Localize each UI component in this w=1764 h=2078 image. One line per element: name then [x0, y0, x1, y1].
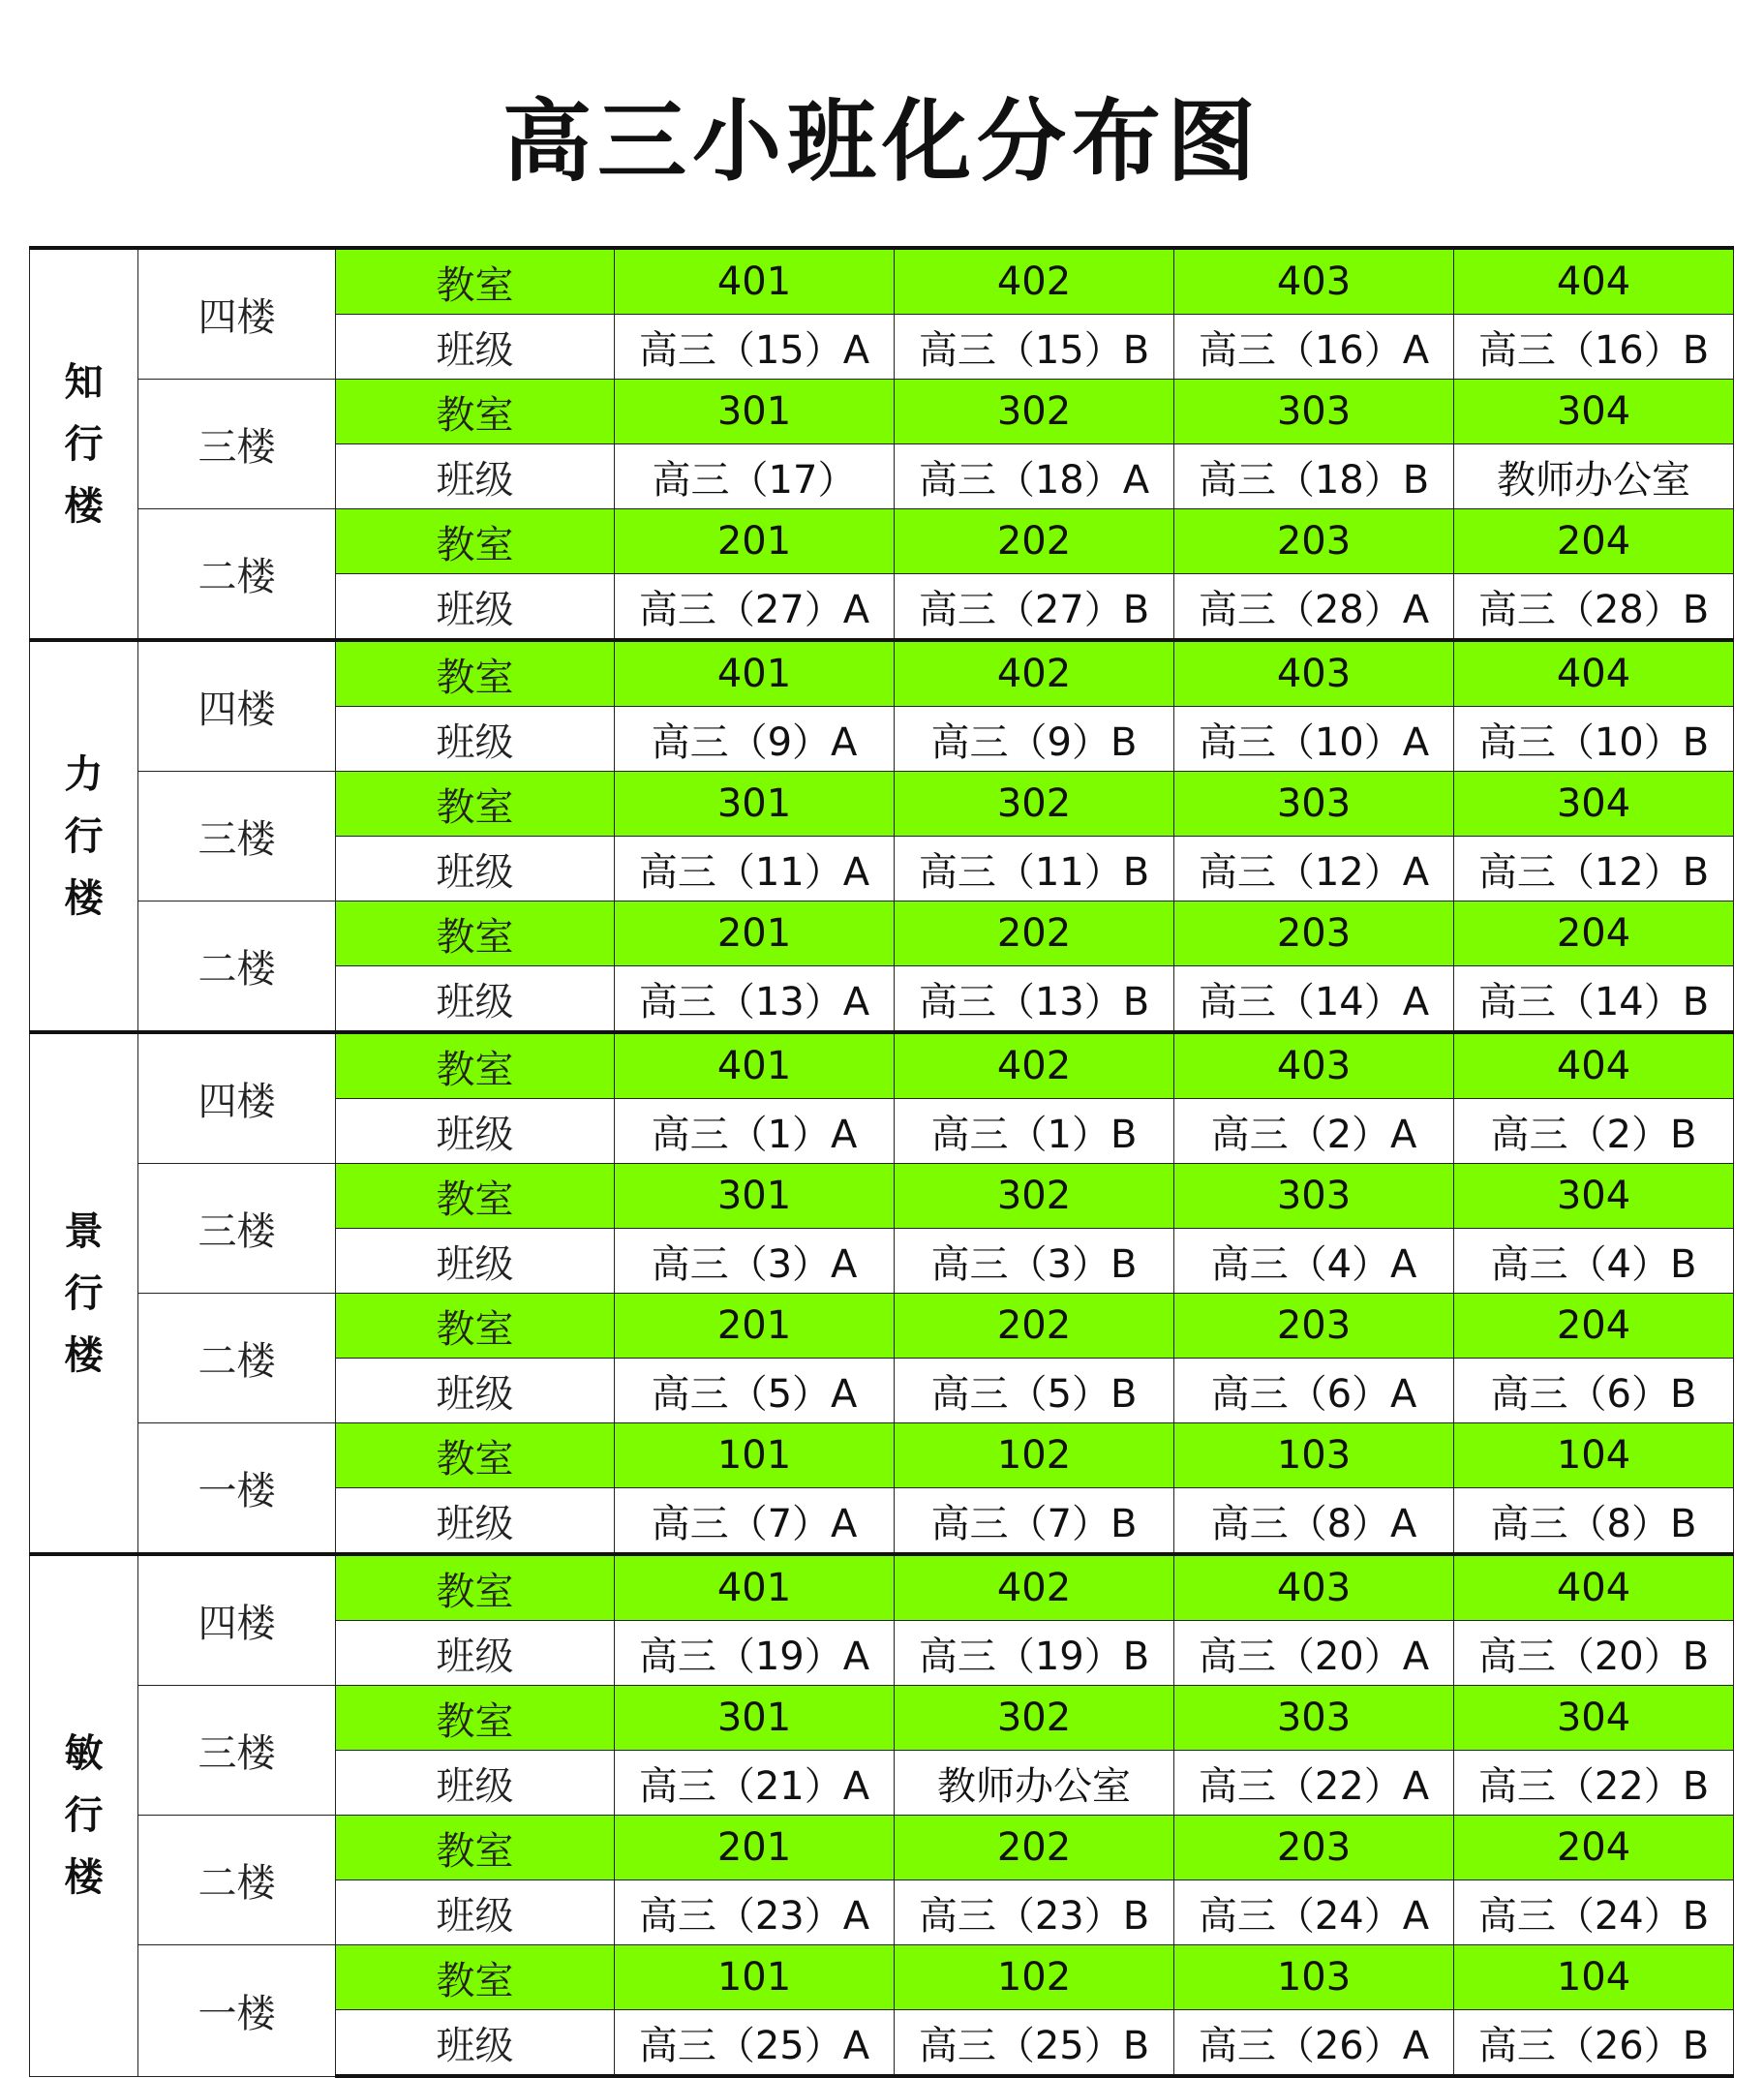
class-name-cell: 高三（5）B: [895, 1359, 1174, 1423]
room-row: [30, 1294, 1734, 1359]
room-number-cell: 402: [895, 1554, 1174, 1621]
room-number-cell: 303: [1174, 1686, 1454, 1751]
room-row: [30, 772, 1734, 837]
room-number-cell: 103: [1174, 1423, 1454, 1488]
room-number-cell: 303: [1174, 380, 1454, 444]
class-name-cell: 高三（3）B: [895, 1229, 1174, 1294]
building-name: [30, 1032, 138, 1554]
room-number-cell: 401: [615, 1032, 895, 1099]
class-name-cell: 教师办公室: [895, 1751, 1174, 1816]
room-number-cell: 401: [615, 1554, 895, 1621]
class-name-cell: 高三（28）B: [1454, 574, 1734, 641]
page-title: 高三小班化分布图: [502, 89, 1262, 194]
room-label: 教室: [336, 380, 615, 444]
floor-name: 二楼: [138, 901, 336, 1033]
class-name-cell: 高三（10）B: [1454, 707, 1734, 772]
building-name-char: 行: [64, 421, 104, 467]
room-label: 教室: [336, 1686, 615, 1751]
room-number-cell: 104: [1454, 1945, 1734, 2010]
class-name-cell: 高三（2）B: [1454, 1099, 1734, 1164]
class-name-cell: 高三（12）B: [1454, 837, 1734, 901]
room-label: 教室: [336, 1816, 615, 1880]
class-name-cell: 高三（14）B: [1454, 966, 1734, 1033]
class-name-cell: 高三（9）B: [895, 707, 1174, 772]
class-name-cell: 高三（9）A: [615, 707, 895, 772]
room-number-cell: 202: [895, 1294, 1174, 1359]
floor-name: 四楼: [138, 1032, 336, 1164]
class-name-cell: 高三（8）A: [1174, 1488, 1454, 1555]
class-name-cell: 高三（24）A: [1174, 1880, 1454, 1945]
class-name-cell: 高三（17）: [615, 444, 895, 509]
room-number-cell: 304: [1454, 1686, 1734, 1751]
room-label: 教室: [336, 901, 615, 966]
room-number-cell: 401: [615, 248, 895, 315]
class-name-cell: 高三（11）A: [615, 837, 895, 901]
class-name-cell: 高三（18）A: [895, 444, 1174, 509]
building-name: [30, 1554, 138, 2076]
room-number-cell: 402: [895, 248, 1174, 315]
room-number-cell: 201: [615, 1816, 895, 1880]
class-name-cell: 高三（24）B: [1454, 1880, 1734, 1945]
class-name-cell: 高三（2）A: [1174, 1099, 1454, 1164]
room-number-cell: 302: [895, 1164, 1174, 1229]
room-number-cell: 302: [895, 772, 1174, 837]
floor-name: 三楼: [138, 772, 336, 901]
class-name-cell: 高三（15）B: [895, 315, 1174, 380]
building-name: [30, 640, 138, 1032]
building-name: [30, 248, 138, 640]
class-name-cell: 高三（4）A: [1174, 1229, 1454, 1294]
building-name-char: 知: [64, 359, 104, 405]
class-name-cell: 高三（4）B: [1454, 1229, 1734, 1294]
room-number-cell: 204: [1454, 1294, 1734, 1359]
room-row: [30, 640, 1734, 707]
class-label: 班级: [336, 966, 615, 1033]
class-name-cell: 高三（15）A: [615, 315, 895, 380]
class-name-cell: 高三（19）A: [615, 1621, 895, 1686]
room-number-cell: 203: [1174, 901, 1454, 966]
building-name-char: 楼: [64, 875, 104, 921]
room-label: 教室: [336, 1554, 615, 1621]
building-name-char: 力: [64, 751, 104, 797]
room-number-cell: 404: [1454, 1032, 1734, 1099]
class-label: 班级: [336, 1099, 615, 1164]
floor-name: 三楼: [138, 380, 336, 509]
building-name-char: 景: [64, 1208, 104, 1254]
room-number-cell: 402: [895, 640, 1174, 707]
room-number-cell: 202: [895, 1816, 1174, 1880]
room-row: [30, 1686, 1734, 1751]
class-name-cell: 高三（6）A: [1174, 1359, 1454, 1423]
room-number-cell: 403: [1174, 248, 1454, 315]
room-number-cell: 301: [615, 772, 895, 837]
room-label: 教室: [336, 772, 615, 837]
building-name-char: 楼: [64, 1855, 104, 1901]
class-name-cell: 高三（7）B: [895, 1488, 1174, 1555]
class-name-cell: 高三（28）A: [1174, 574, 1454, 641]
class-name-cell: 高三（16）B: [1454, 315, 1734, 380]
class-name-cell: 高三（11）B: [895, 837, 1174, 901]
room-row: [30, 1554, 1734, 1621]
class-name-cell: 高三（13）A: [615, 966, 895, 1033]
room-row: [30, 380, 1734, 444]
room-row: [30, 1816, 1734, 1880]
floor-name: 四楼: [138, 1554, 336, 1686]
room-row: [30, 1423, 1734, 1488]
room-number-cell: 303: [1174, 772, 1454, 837]
class-name-cell: 高三（5）A: [615, 1359, 895, 1423]
room-number-cell: 401: [615, 640, 895, 707]
class-name-cell: 高三（3）A: [615, 1229, 895, 1294]
room-number-cell: 103: [1174, 1945, 1454, 2010]
room-number-cell: 301: [615, 1686, 895, 1751]
room-row: [30, 1032, 1734, 1099]
class-name-cell: 教师办公室: [1454, 444, 1734, 509]
class-name-cell: 高三（20）B: [1454, 1621, 1734, 1686]
class-name-cell: 高三（26）A: [1174, 2010, 1454, 2077]
class-name-cell: 高三（20）A: [1174, 1621, 1454, 1686]
class-name-cell: 高三（23）B: [895, 1880, 1174, 1945]
class-label: 班级: [336, 1359, 615, 1423]
room-number-cell: 404: [1454, 1554, 1734, 1621]
class-name-cell: 高三（19）B: [895, 1621, 1174, 1686]
floor-name: 四楼: [138, 640, 336, 772]
room-row: [30, 1164, 1734, 1229]
room-number-cell: 102: [895, 1945, 1174, 2010]
room-number-cell: 403: [1174, 1554, 1454, 1621]
class-label: 班级: [336, 444, 615, 509]
class-name-cell: 高三（12）A: [1174, 837, 1454, 901]
room-number-cell: 203: [1174, 1816, 1454, 1880]
class-name-cell: 高三（21）A: [615, 1751, 895, 1816]
room-number-cell: 302: [895, 380, 1174, 444]
room-number-cell: 404: [1454, 248, 1734, 315]
class-name-cell: 高三（23）A: [615, 1880, 895, 1945]
class-label: 班级: [336, 1621, 615, 1686]
class-name-cell: 高三（14）A: [1174, 966, 1454, 1033]
floor-name: 一楼: [138, 1423, 336, 1555]
class-label: 班级: [336, 707, 615, 772]
room-number-cell: 101: [615, 1423, 895, 1488]
room-number-cell: 102: [895, 1423, 1174, 1488]
room-number-cell: 301: [615, 380, 895, 444]
class-name-cell: 高三（22）A: [1174, 1751, 1454, 1816]
floor-name: 二楼: [138, 509, 336, 641]
class-label: 班级: [336, 1229, 615, 1294]
room-number-cell: 203: [1174, 1294, 1454, 1359]
class-label: 班级: [336, 2010, 615, 2077]
class-name-cell: 高三（1）A: [615, 1099, 895, 1164]
class-name-cell: 高三（1）B: [895, 1099, 1174, 1164]
floor-name: 四楼: [138, 248, 336, 380]
room-label: 教室: [336, 248, 615, 315]
room-label: 教室: [336, 1032, 615, 1099]
room-number-cell: 302: [895, 1686, 1174, 1751]
room-label: 教室: [336, 640, 615, 707]
room-number-cell: 202: [895, 509, 1174, 574]
class-name-cell: 高三（22）B: [1454, 1751, 1734, 1816]
building-name-char: 敏: [64, 1731, 104, 1777]
room-number-cell: 204: [1454, 1816, 1734, 1880]
building-name-char: 楼: [64, 483, 104, 529]
room-number-cell: 202: [895, 901, 1174, 966]
class-label: 班级: [336, 574, 615, 641]
floor-name: 三楼: [138, 1164, 336, 1294]
class-name-cell: 高三（13）B: [895, 966, 1174, 1033]
room-number-cell: 402: [895, 1032, 1174, 1099]
floor-name: 二楼: [138, 1294, 336, 1423]
class-name-cell: 高三（27）B: [895, 574, 1174, 641]
building-name-char: 行: [64, 1793, 104, 1839]
class-name-cell: 高三（18）B: [1174, 444, 1454, 509]
building-name-char: 楼: [64, 1332, 104, 1378]
room-label: 教室: [336, 509, 615, 574]
room-row: [30, 901, 1734, 966]
room-number-cell: 201: [615, 901, 895, 966]
room-number-cell: 403: [1174, 1032, 1454, 1099]
class-name-cell: 高三（8）B: [1454, 1488, 1734, 1555]
room-number-cell: 201: [615, 1294, 895, 1359]
room-row: [30, 248, 1734, 315]
room-number-cell: 301: [615, 1164, 895, 1229]
room-number-cell: 204: [1454, 901, 1734, 966]
building-name-char: 行: [64, 813, 104, 859]
class-name-cell: 高三（6）B: [1454, 1359, 1734, 1423]
class-name-cell: 高三（25）A: [615, 2010, 895, 2077]
room-number-cell: 403: [1174, 640, 1454, 707]
class-name-cell: 高三（27）A: [615, 574, 895, 641]
room-label: 教室: [336, 1164, 615, 1229]
room-row: [30, 509, 1734, 574]
floor-name: 二楼: [138, 1816, 336, 1945]
table-body: [30, 248, 1734, 2076]
room-number-cell: 304: [1454, 380, 1734, 444]
room-number-cell: 201: [615, 509, 895, 574]
room-number-cell: 304: [1454, 1164, 1734, 1229]
class-label: 班级: [336, 1751, 615, 1816]
building-name-char: 行: [64, 1270, 104, 1316]
room-label: 教室: [336, 1423, 615, 1488]
floor-name: 三楼: [138, 1686, 336, 1816]
room-row: [30, 1945, 1734, 2010]
floor-name: 一楼: [138, 1945, 336, 2077]
class-label: 班级: [336, 1880, 615, 1945]
room-label: 教室: [336, 1945, 615, 2010]
room-number-cell: 404: [1454, 640, 1734, 707]
class-name-cell: 高三（7）A: [615, 1488, 895, 1555]
class-label: 班级: [336, 315, 615, 380]
classroom-distribution-table: [29, 246, 1734, 2078]
class-name-cell: 高三（10）A: [1174, 707, 1454, 772]
room-number-cell: 304: [1454, 772, 1734, 837]
room-number-cell: 203: [1174, 509, 1454, 574]
class-label: 班级: [336, 837, 615, 901]
room-label: 教室: [336, 1294, 615, 1359]
room-number-cell: 101: [615, 1945, 895, 2010]
class-name-cell: 高三（25）B: [895, 2010, 1174, 2077]
class-name-cell: 高三（16）A: [1174, 315, 1454, 380]
room-number-cell: 303: [1174, 1164, 1454, 1229]
room-number-cell: 104: [1454, 1423, 1734, 1488]
class-name-cell: 高三（26）B: [1454, 2010, 1734, 2077]
room-number-cell: 204: [1454, 509, 1734, 574]
class-label: 班级: [336, 1488, 615, 1555]
